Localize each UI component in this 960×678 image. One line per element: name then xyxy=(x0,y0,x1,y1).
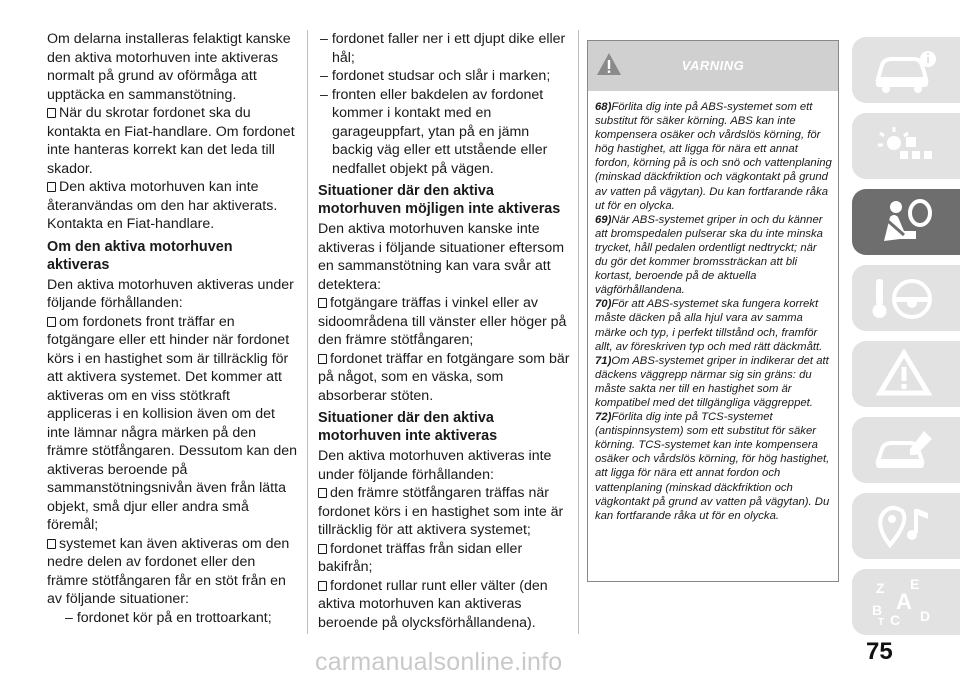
warning-item xyxy=(595,354,832,410)
bullet-item: fordonet rullar runt eller välter (den aktiva motorhuven kan aktiveras beroende på olycksförhållandena). xyxy=(318,577,570,633)
dash-item: – fordonet kör på en trottoarkant; xyxy=(65,609,272,626)
bullet-item: fordonet träffas från sidan eller bakifrån; xyxy=(318,540,570,577)
bullet-item: När du skrotar fordonet ska du kontakta en Fiat-handlare. Om fordonet inte hanteras korrekt kan det leda till skador. xyxy=(47,104,297,178)
warning-number: 69) xyxy=(595,213,612,226)
bullet-item: den främre stötfångaren träffas när fordonet körs i en hastighet som inte är tillräcklig för att aktivera systemet; xyxy=(318,484,570,540)
warning-text: För att ABS-systemet ska fungera korrekt måste däcken på alla hjul vara av samma märke och typ, i perfekt tillstånd och, framför allt, av föreskriven typ och med rätt däckmått. xyxy=(595,298,823,353)
section-heading: Situationer där den aktiva motorhuven möjligen inte aktiveras xyxy=(318,183,561,217)
warning-header xyxy=(588,41,838,91)
warning-number: 71) xyxy=(595,354,612,367)
index-letter: T xyxy=(878,617,885,627)
chapter-tabs xyxy=(852,37,960,645)
warning-number: 72) xyxy=(595,411,612,424)
tab-index[interactable] xyxy=(852,569,960,635)
tab-car-service[interactable] xyxy=(852,417,960,483)
dash-item: – fordonet studsar och slår i marken; xyxy=(320,68,551,84)
warning-item xyxy=(595,410,832,523)
car-service-icon xyxy=(870,425,940,475)
dash-item: – fronten eller bakdelen av fordonet kommer i kontakt med en garageuppfart, ytan på en jämn backig väg eller ett utstående eller nedfallet objekt på vägen. xyxy=(320,86,548,177)
key-steering-wheel-icon xyxy=(870,273,940,323)
text-column-middle xyxy=(318,30,570,632)
index-letter: D xyxy=(920,608,931,624)
warning-item xyxy=(595,100,832,213)
media-nav-icon xyxy=(870,501,940,551)
warning-text: När ABS-systemet griper in och du känner att bromspedalen pulserar ska du inte minska trycket, håll pedalen ordentligt nedtryckt; när du gör det kommer bromssträckan att bli kortast, beroende på de aktuella vägförhållandena. xyxy=(595,213,823,297)
index-letter: E xyxy=(910,577,920,592)
tab-media-nav[interactable] xyxy=(852,493,960,559)
tab-seat-airbag[interactable] xyxy=(852,189,960,255)
warning-title: VARNING xyxy=(681,58,745,73)
bullet-item: Den aktiva motorhuven kan inte återanvändas om den har aktiverats. Kontakta en Fiat-handlare. xyxy=(47,178,297,234)
warning-body xyxy=(588,91,838,523)
dash-item: – fordonet faller ner i ett djupt dike eller hål; xyxy=(320,31,566,66)
warning-triangle-icon xyxy=(870,349,940,399)
dashboard-lights-icon xyxy=(870,121,940,171)
index-letter: C xyxy=(890,612,901,627)
tab-dashboard-lights[interactable] xyxy=(852,113,960,179)
index-letter: A xyxy=(896,589,912,614)
bullet-item: systemet kan även aktiveras om den nedre delen av fordonet eller den främre stötfångaren får en stöt från en av följande situationer: xyxy=(47,535,297,609)
car-info-icon xyxy=(870,45,940,95)
tab-warning[interactable] xyxy=(852,341,960,407)
warning-number: 70) xyxy=(595,298,612,311)
bullet-item: om fordonets front träffar en fotgängare eller ett hinder när fordonet körs i en hastighet som är tillräcklig för att aktivera systemet. Det kommer att aktiveras om en viss stötkraft appliceras i en kollision även om det inte lämnar några märken på den främre stötfångaren. Dessutom kan den aktiveras beroende på sammanstötningsnivån även från lätta objekt, små djur eller andra små föremål; xyxy=(47,313,297,533)
watermark: carmanualsonline.info xyxy=(315,648,563,676)
warning-number: 68) xyxy=(595,101,612,113)
paragraph: Om delarna installeras felaktigt kanske den aktiva motorhuven inte aktiveras normalt på grund av oförmåga att upptäcka en sammanstötning. xyxy=(47,31,291,103)
paragraph: Den aktiva motorhuven kanske inte aktiveras i följande situationer eftersom en sammanstötning kan vara svår att detektera: xyxy=(318,221,565,293)
index-letters-icon xyxy=(870,577,940,627)
tab-key-steering[interactable] xyxy=(852,265,960,331)
tab-car-info[interactable] xyxy=(852,37,960,103)
warning-text: Förlita dig inte på ABS-systemet som ett substitut för säker körning. ABS kan inte kompensera osäker och vårdslös körning, för hög hastighet, att ligga för nära ett annat fordon, körning på is och snö och vattenplaning (minskad däckfriktion och vägkontakt på grund av vatten på vägytan). Du kan fortfarande råka ut för en olycka. xyxy=(595,101,832,212)
bullet-item: fotgängare träffas i vinkel eller av sidoområdena till vänster eller höger på den främre stötfångaren; xyxy=(318,294,570,350)
seat-airbag-icon xyxy=(870,197,940,247)
page-number: 75 xyxy=(866,638,893,665)
warning-text: Om ABS-systemet griper in indikerar det att däckens väggrepp närmar sig sin gräns: du måste sakta ner till en hastighet som är kompatibel med det tillgängliga väggreppet. xyxy=(595,354,829,409)
paragraph: Den aktiva motorhuven aktiveras inte under följande förhållanden: xyxy=(318,448,552,483)
paragraph: Den aktiva motorhuven aktiveras under följande förhållanden: xyxy=(47,276,294,311)
section-heading: Om den aktiva motorhuven aktiveras xyxy=(47,238,233,273)
warning-box xyxy=(587,40,839,582)
warning-text: Förlita dig inte på TCS-systemet (antispinnsystem) som ett substitut för säker körning. TCS-systemet kan inte kompensera osäker och vårdslös körning, för hög hastighet, att ligga för nära ett annat fordon och vattenplaning (minskad däckfriktion och vägkontakt på grund av vatten på vägytan). Du kan fortfarande råka ut för en olycka. xyxy=(595,411,830,522)
bullet-item: fordonet träffar en fotgängare som bär på något, som en väska, som absorberar stöten. xyxy=(318,350,570,404)
warning-item xyxy=(595,297,832,353)
section-heading: Situationer där den aktiva motorhuven inte aktiveras xyxy=(318,410,498,444)
index-letter: B xyxy=(872,602,883,618)
index-letter: Z xyxy=(876,580,885,596)
warning-item xyxy=(595,213,832,298)
column-divider xyxy=(578,30,579,634)
column-divider xyxy=(307,30,308,634)
text-column-left xyxy=(47,30,297,627)
